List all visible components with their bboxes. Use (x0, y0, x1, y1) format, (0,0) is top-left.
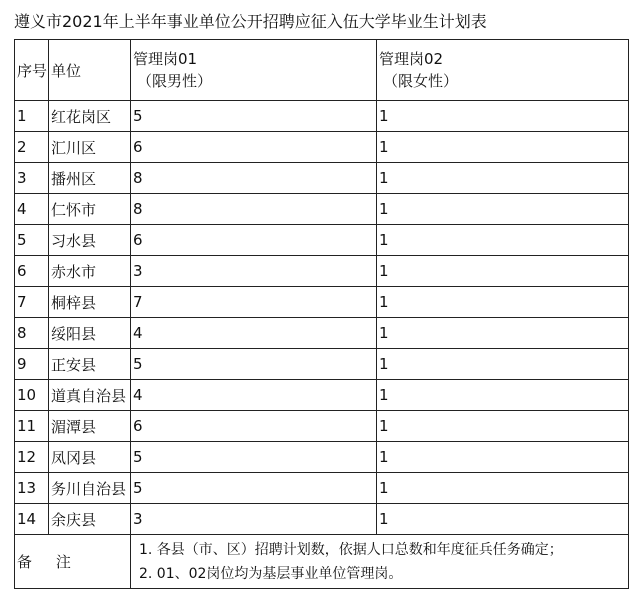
table-row (15, 225, 629, 256)
header-post2-title: 管理岗02 (379, 50, 444, 68)
row-unit: 凤冈县 (49, 442, 131, 473)
row-seq: 13 (15, 473, 49, 504)
row-unit: 习水县 (49, 225, 131, 256)
row-post1-count: 6 (131, 411, 377, 442)
row-unit: 正安县 (49, 349, 131, 380)
header-post2 (377, 40, 629, 101)
row-post1-count: 5 (131, 349, 377, 380)
row-unit: 湄潭县 (49, 411, 131, 442)
row-unit: 桐梓县 (49, 287, 131, 318)
row-seq: 6 (15, 256, 49, 287)
table-row (15, 473, 629, 504)
row-post1-count: 6 (131, 225, 377, 256)
note-line-1: 1. 各县（市、区）招聘计划数，依据人口总数和年度征兵任务确定； (139, 541, 563, 558)
row-post1-count: 5 (131, 101, 377, 132)
row-unit: 仁怀市 (49, 194, 131, 225)
row-seq: 7 (15, 287, 49, 318)
row-seq: 4 (15, 194, 49, 225)
row-post2-count: 1 (377, 163, 629, 194)
row-seq: 5 (15, 225, 49, 256)
header-seq: 序号 (15, 40, 49, 101)
row-post2-count: 1 (377, 256, 629, 287)
row-post2-count: 1 (377, 132, 629, 163)
header-post2-condition: （限女性） (383, 72, 459, 90)
row-seq: 3 (15, 163, 49, 194)
row-seq: 1 (15, 101, 49, 132)
table-row (15, 256, 629, 287)
row-post2-count: 1 (377, 287, 629, 318)
recruitment-plan-table (14, 39, 629, 589)
header-unit: 单位 (49, 40, 131, 101)
row-seq: 8 (15, 318, 49, 349)
table-row (15, 101, 629, 132)
row-seq: 14 (15, 504, 49, 535)
row-seq: 2 (15, 132, 49, 163)
row-unit: 汇川区 (49, 132, 131, 163)
row-post2-count: 1 (377, 442, 629, 473)
notes-label-char-1: 备 (17, 553, 33, 571)
table-row (15, 504, 629, 535)
header-post1-condition: （限男性） (137, 72, 213, 90)
row-unit: 播州区 (49, 163, 131, 194)
row-post1-count: 6 (131, 132, 377, 163)
header-post1 (131, 40, 377, 101)
note-line-2: 2. 01、02岗位均为基层事业单位管理岗。 (139, 565, 403, 582)
document-title: 遵义市2021年上半年事业单位公开招聘应征入伍大学毕业生计划表 (14, 12, 487, 31)
table-row (15, 163, 629, 194)
row-post2-count: 1 (377, 225, 629, 256)
row-post2-count: 1 (377, 411, 629, 442)
row-unit: 绥阳县 (49, 318, 131, 349)
header-row (15, 40, 629, 101)
row-seq: 10 (15, 380, 49, 411)
row-seq: 12 (15, 442, 49, 473)
table-body (15, 40, 629, 589)
row-unit: 余庆县 (49, 504, 131, 535)
row-unit: 赤水市 (49, 256, 131, 287)
row-post2-count: 1 (377, 473, 629, 504)
row-post1-count: 8 (131, 163, 377, 194)
table-row (15, 318, 629, 349)
row-post2-count: 1 (377, 194, 629, 225)
row-post2-count: 1 (377, 504, 629, 535)
notes-label-char-2: 注 (55, 553, 71, 571)
row-post2-count: 1 (377, 349, 629, 380)
row-post1-count: 7 (131, 287, 377, 318)
table-row (15, 411, 629, 442)
row-post1-count: 5 (131, 442, 377, 473)
row-post1-count: 4 (131, 318, 377, 349)
notes-row (15, 535, 629, 589)
row-post1-count: 4 (131, 380, 377, 411)
row-post2-count: 1 (377, 318, 629, 349)
row-seq: 11 (15, 411, 49, 442)
row-post1-count: 3 (131, 256, 377, 287)
row-unit: 道真自治县 (49, 380, 131, 411)
row-unit: 红花岗区 (49, 101, 131, 132)
notes-label (15, 535, 131, 589)
header-post1-title: 管理岗01 (133, 50, 198, 68)
table-row (15, 287, 629, 318)
row-post2-count: 1 (377, 380, 629, 411)
row-post1-count: 3 (131, 504, 377, 535)
row-post2-count: 1 (377, 101, 629, 132)
table-row (15, 380, 629, 411)
table-row (15, 194, 629, 225)
row-seq: 9 (15, 349, 49, 380)
table-row (15, 349, 629, 380)
notes-content (131, 535, 629, 589)
row-unit: 务川自治县 (49, 473, 131, 504)
row-post1-count: 5 (131, 473, 377, 504)
row-post1-count: 8 (131, 194, 377, 225)
table-row (15, 442, 629, 473)
table-row (15, 132, 629, 163)
